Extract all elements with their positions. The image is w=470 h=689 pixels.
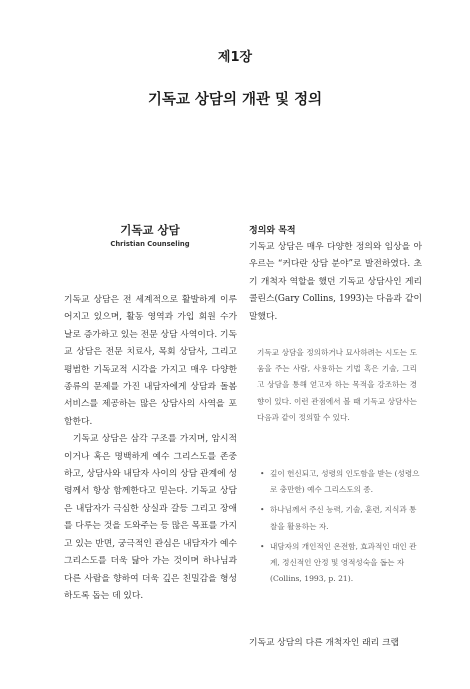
quote-bullet-list — [260, 466, 420, 591]
chapter-label: 제1장 — [217, 50, 253, 65]
paragraph: 기독교 상담은 매우 다양한 정의와 임상을 아우르는 “커다란 상담 분야”로 발전하였다. 초기 개척자 역할을 했던 기독교 상담사인 게리 콜린스(Gary Collins, 1993)는 다음과 같이 말했다. — [249, 242, 422, 322]
chapter-title: 기독교 상담의 개관 및 정의 — [147, 92, 323, 108]
right-intro-text — [249, 239, 422, 326]
right-closing-text — [249, 635, 422, 652]
left-column-text — [64, 292, 237, 605]
subsection-heading: 정의와 목적 — [249, 226, 296, 236]
list-item-text: 하나님께서 주신 능력, 기술, 훈련, 지식과 통찰을 활용하는 자. — [270, 505, 417, 531]
bullet-icon: • — [260, 505, 265, 515]
section-subheading: Christian Counseling — [110, 240, 190, 248]
list-item — [260, 466, 420, 498]
paragraph: 기독교 상담은 삼각 구조를 가지며, 암시적이거나 혹은 명백하게 예수 그리스도를 존중하고, 상담사와 내담자 사이의 상담 관계에 성령께서 항상 함께한다고 믿는다. 기독교 상담은 내담자가 극심한 상실과 갈등 그리고 장애를 다루는 것을 도와주는 등 많은 목표를 가지고 있는 반면, 궁극적인 관심은 내담자가 예수 그리스도를 더욱 닮아 가는 것이며 하나님과 다른 사람을 향하여 더욱 깊은 친밀감을 형성하도록 돕는 데 있다. — [64, 434, 237, 601]
list-item-text: 내담자의 개인적인 온전함, 효과적인 대인 관계, 정신적인 안정 및 영적성숙을 돕는 자(Collins, 1993, p. 21). — [270, 541, 417, 584]
list-item-text: 깊이 헌신되고, 성령의 인도함을 받는 (성령으로 충만한) 예수 그리스도의 종. — [270, 469, 420, 495]
block-quote: 기독교 상담을 정의하거나 묘사하려는 시도는 도움을 주는 사람, 사용하는 기법 혹은 기술, 그리고 상담을 통해 얻고자 하는 목적을 강조하는 경향이 있다. 이런 관점에서 볼 때 기독교 상담사는 다음과 같이 정의할 수 있다. — [257, 348, 417, 422]
bullet-icon: • — [260, 469, 265, 478]
paragraph: 기독교 상담의 다른 개척자인 래리 크랩 — [249, 638, 399, 648]
section-heading: 기독교 상담 — [120, 223, 180, 237]
paragraph: 기독교 상담은 전 세계적으로 활발하게 이루어지고 있으며, 활동 영역과 가입 회원 수가 날로 증가하고 있는 전문 상담 사역이다. 기독교 상담은 전문 치료사, 목회 상담사, 그리고 평범한 기독교적 시각을 가지고 매우 다양한 종류의 문제를 가진 내담자에게 상담과 돌봄 서비스를 제공하는 많은 상담사의 사역을 포함한다. — [64, 295, 237, 427]
bullet-icon: • — [260, 541, 265, 551]
list-item — [260, 539, 420, 588]
list-item — [260, 502, 420, 534]
